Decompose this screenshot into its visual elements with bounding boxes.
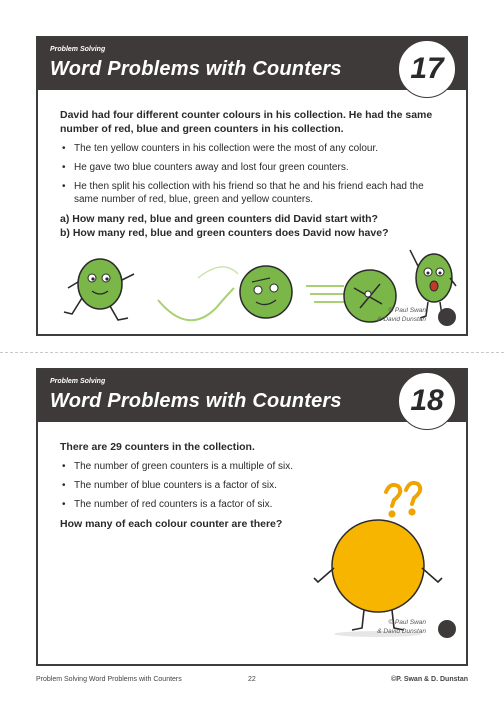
motion-lines [306, 286, 344, 302]
card-18 [36, 368, 468, 666]
category-label: Problem Solving [50, 378, 106, 385]
list-item: • The ten yellow counters in his collection were the most of any colour. [60, 142, 450, 155]
bounce-arc [158, 288, 234, 320]
problem-lead: David had four different counter colours in his collection. He had the same number of red, blue and green counters in his collection. [60, 109, 433, 135]
bullet-list [60, 460, 310, 511]
card-header [38, 38, 466, 90]
cut-line [0, 352, 504, 353]
green-counter-character-icon [240, 266, 292, 318]
problem-lead: There are 29 counters in the collection. [60, 441, 255, 453]
green-counter-character-icon [64, 259, 134, 320]
publisher-logo-icon [438, 620, 456, 638]
copyright-credit: © Paul Swan & David Dunstan [377, 619, 426, 635]
question-a: a) How many red, blue and green counters did David start with? [60, 213, 378, 225]
category-label: Problem Solving [50, 46, 106, 53]
question-marks-icon [386, 483, 420, 516]
copyright-credit: © Paul Swan & David Dunstan [377, 307, 426, 323]
card-body [60, 108, 450, 240]
list-item: • The number of green counters is a multiple of six. [60, 460, 310, 473]
list-item: • The number of red counters is a factor of six. [60, 498, 310, 511]
list-item: • He then split his collection with his friend so that he and his friend each had the same number of red, blue, green and yellow counters. [60, 180, 450, 206]
card-title: Word Problems with Counters [50, 390, 342, 412]
list-item: • The number of blue counters is a factor of six. [60, 479, 310, 492]
card-body [60, 440, 310, 531]
card-title: Word Problems with Counters [50, 58, 342, 80]
question: How many of each colour counter are there? [60, 518, 283, 530]
footer-title: Problem Solving Word Problems with Counters [36, 676, 182, 683]
card-17 [36, 36, 468, 336]
yellow-counter-character-icon [308, 478, 448, 638]
card-number: 18 [398, 372, 456, 430]
question-b: b) How many red, blue and green counters does David now have? [60, 227, 389, 239]
publisher-logo-icon [438, 308, 456, 326]
list-item: • He gave two blue counters away and lost four green counters. [60, 161, 450, 174]
card-header [38, 370, 466, 422]
footer-copyright: ©P. Swan & D. Dunstan [391, 676, 468, 683]
bullet-list [60, 142, 450, 206]
page-number: 22 [248, 676, 256, 683]
card-number: 17 [398, 40, 456, 98]
